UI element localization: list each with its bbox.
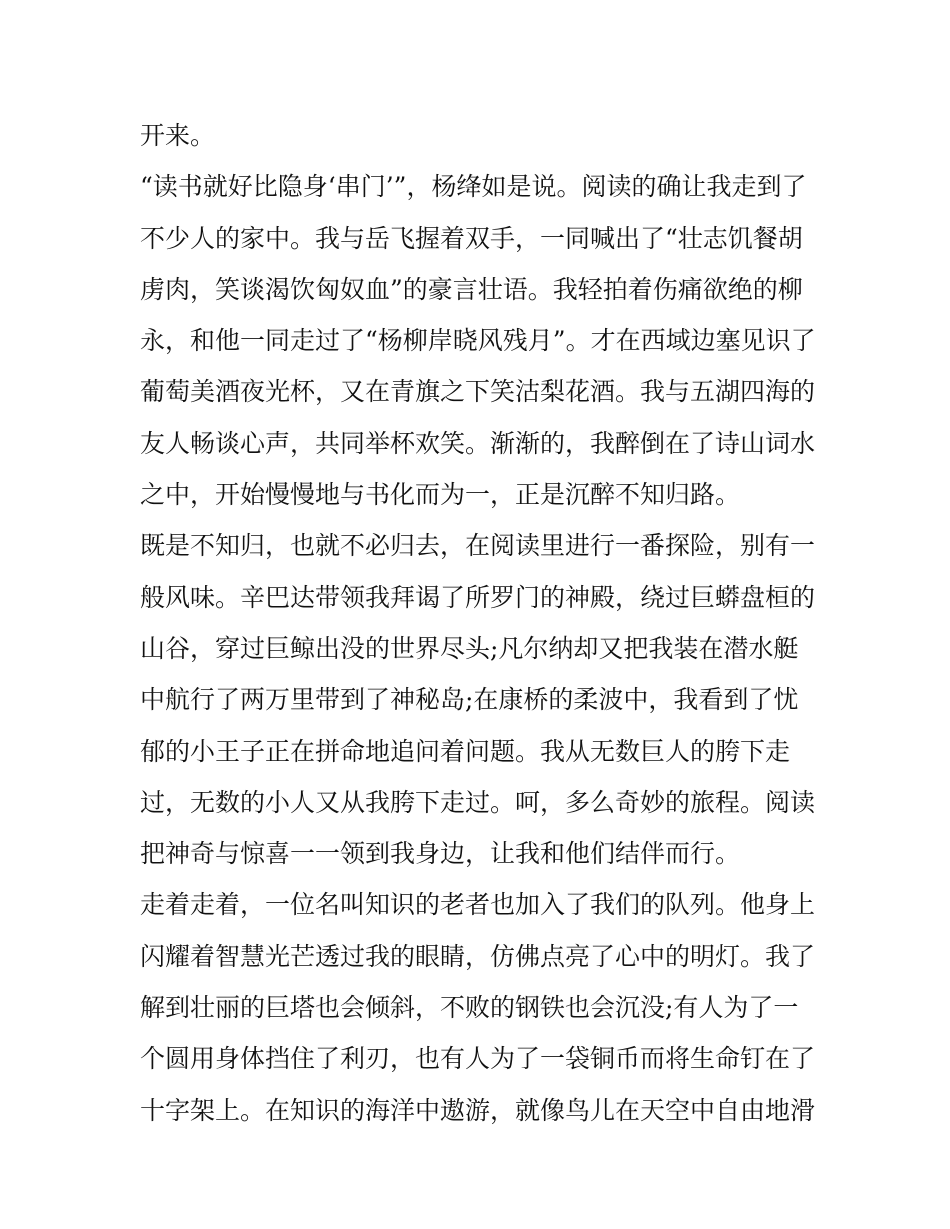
- text-line: 开来。: [140, 121, 216, 150]
- text-line: 虏肉，笑谈渴饮匈奴血”的豪言壮语。我轻拍着伤痛欲绝的柳: [140, 274, 803, 304]
- text-line: 中航行了两万里带到了神秘岛;在康桥的柔波中，我看到了忧: [140, 685, 799, 715]
- text-line: 十字架上。在知识的海洋中遨游，就像鸟儿在天空中自由地滑: [140, 1095, 816, 1125]
- text-line: 个圆用身体挡住了利刃，也有人为了一袋铜币而将生命钉在了: [140, 1044, 816, 1074]
- text-line: 过，无数的小人又从我胯下走过。呵，多么奇妙的旅程。阅读: [140, 787, 816, 817]
- text-line: 郁的小王子正在拼命地追问着问题。我从无数巨人的胯下走: [140, 736, 791, 766]
- essay-text: [140, 110, 830, 1136]
- text-line: 不少人的家中。我与岳飞握着双手，一同喊出了“壮志饥餐胡: [140, 223, 803, 253]
- text-line: 之中，开始慢慢地与书化而为一，正是沉醉不知归路。: [140, 480, 741, 510]
- text-line: 解到壮丽的巨塔也会倾斜，不败的钢铁也会沉没;有人为了一: [140, 993, 799, 1023]
- text-line: 闪耀着智慧光芒透过我的眼睛，仿佛点亮了心中的明灯。我了: [140, 941, 816, 971]
- text-line: 既是不知归，也就不必归去，在阅读里进行一番探险，别有一: [140, 531, 816, 561]
- text-line: 永，和他一同走过了“杨柳岸晓风残月”。才在西域边塞见识了: [140, 326, 816, 356]
- text-line: 葡萄美酒夜光杯，又在青旗之下笑沽梨花酒。我与五湖四海的: [140, 377, 816, 407]
- text-line: 般风味。辛巴达带领我拜谒了所罗门的神殿，绕过巨蟒盘桓的: [140, 582, 816, 612]
- text-line: 走着走着，一位名叫知识的老者也加入了我们的队列。他身上: [140, 890, 816, 920]
- text-line: 把神奇与惊喜一一领到我身边，让我和他们结伴而行。: [140, 839, 741, 869]
- text-line: 山谷，穿过巨鲸出没的世界尽头;凡尔纳却又把我装在潜水艇: [140, 633, 799, 663]
- text-line: 友人畅谈心声，共同举杯欢笑。渐渐的，我醉倒在了诗山词水: [140, 428, 816, 458]
- text-line: “读书就好比隐身‘串门’”，杨绛如是说。阅读的确让我走到了: [140, 172, 807, 202]
